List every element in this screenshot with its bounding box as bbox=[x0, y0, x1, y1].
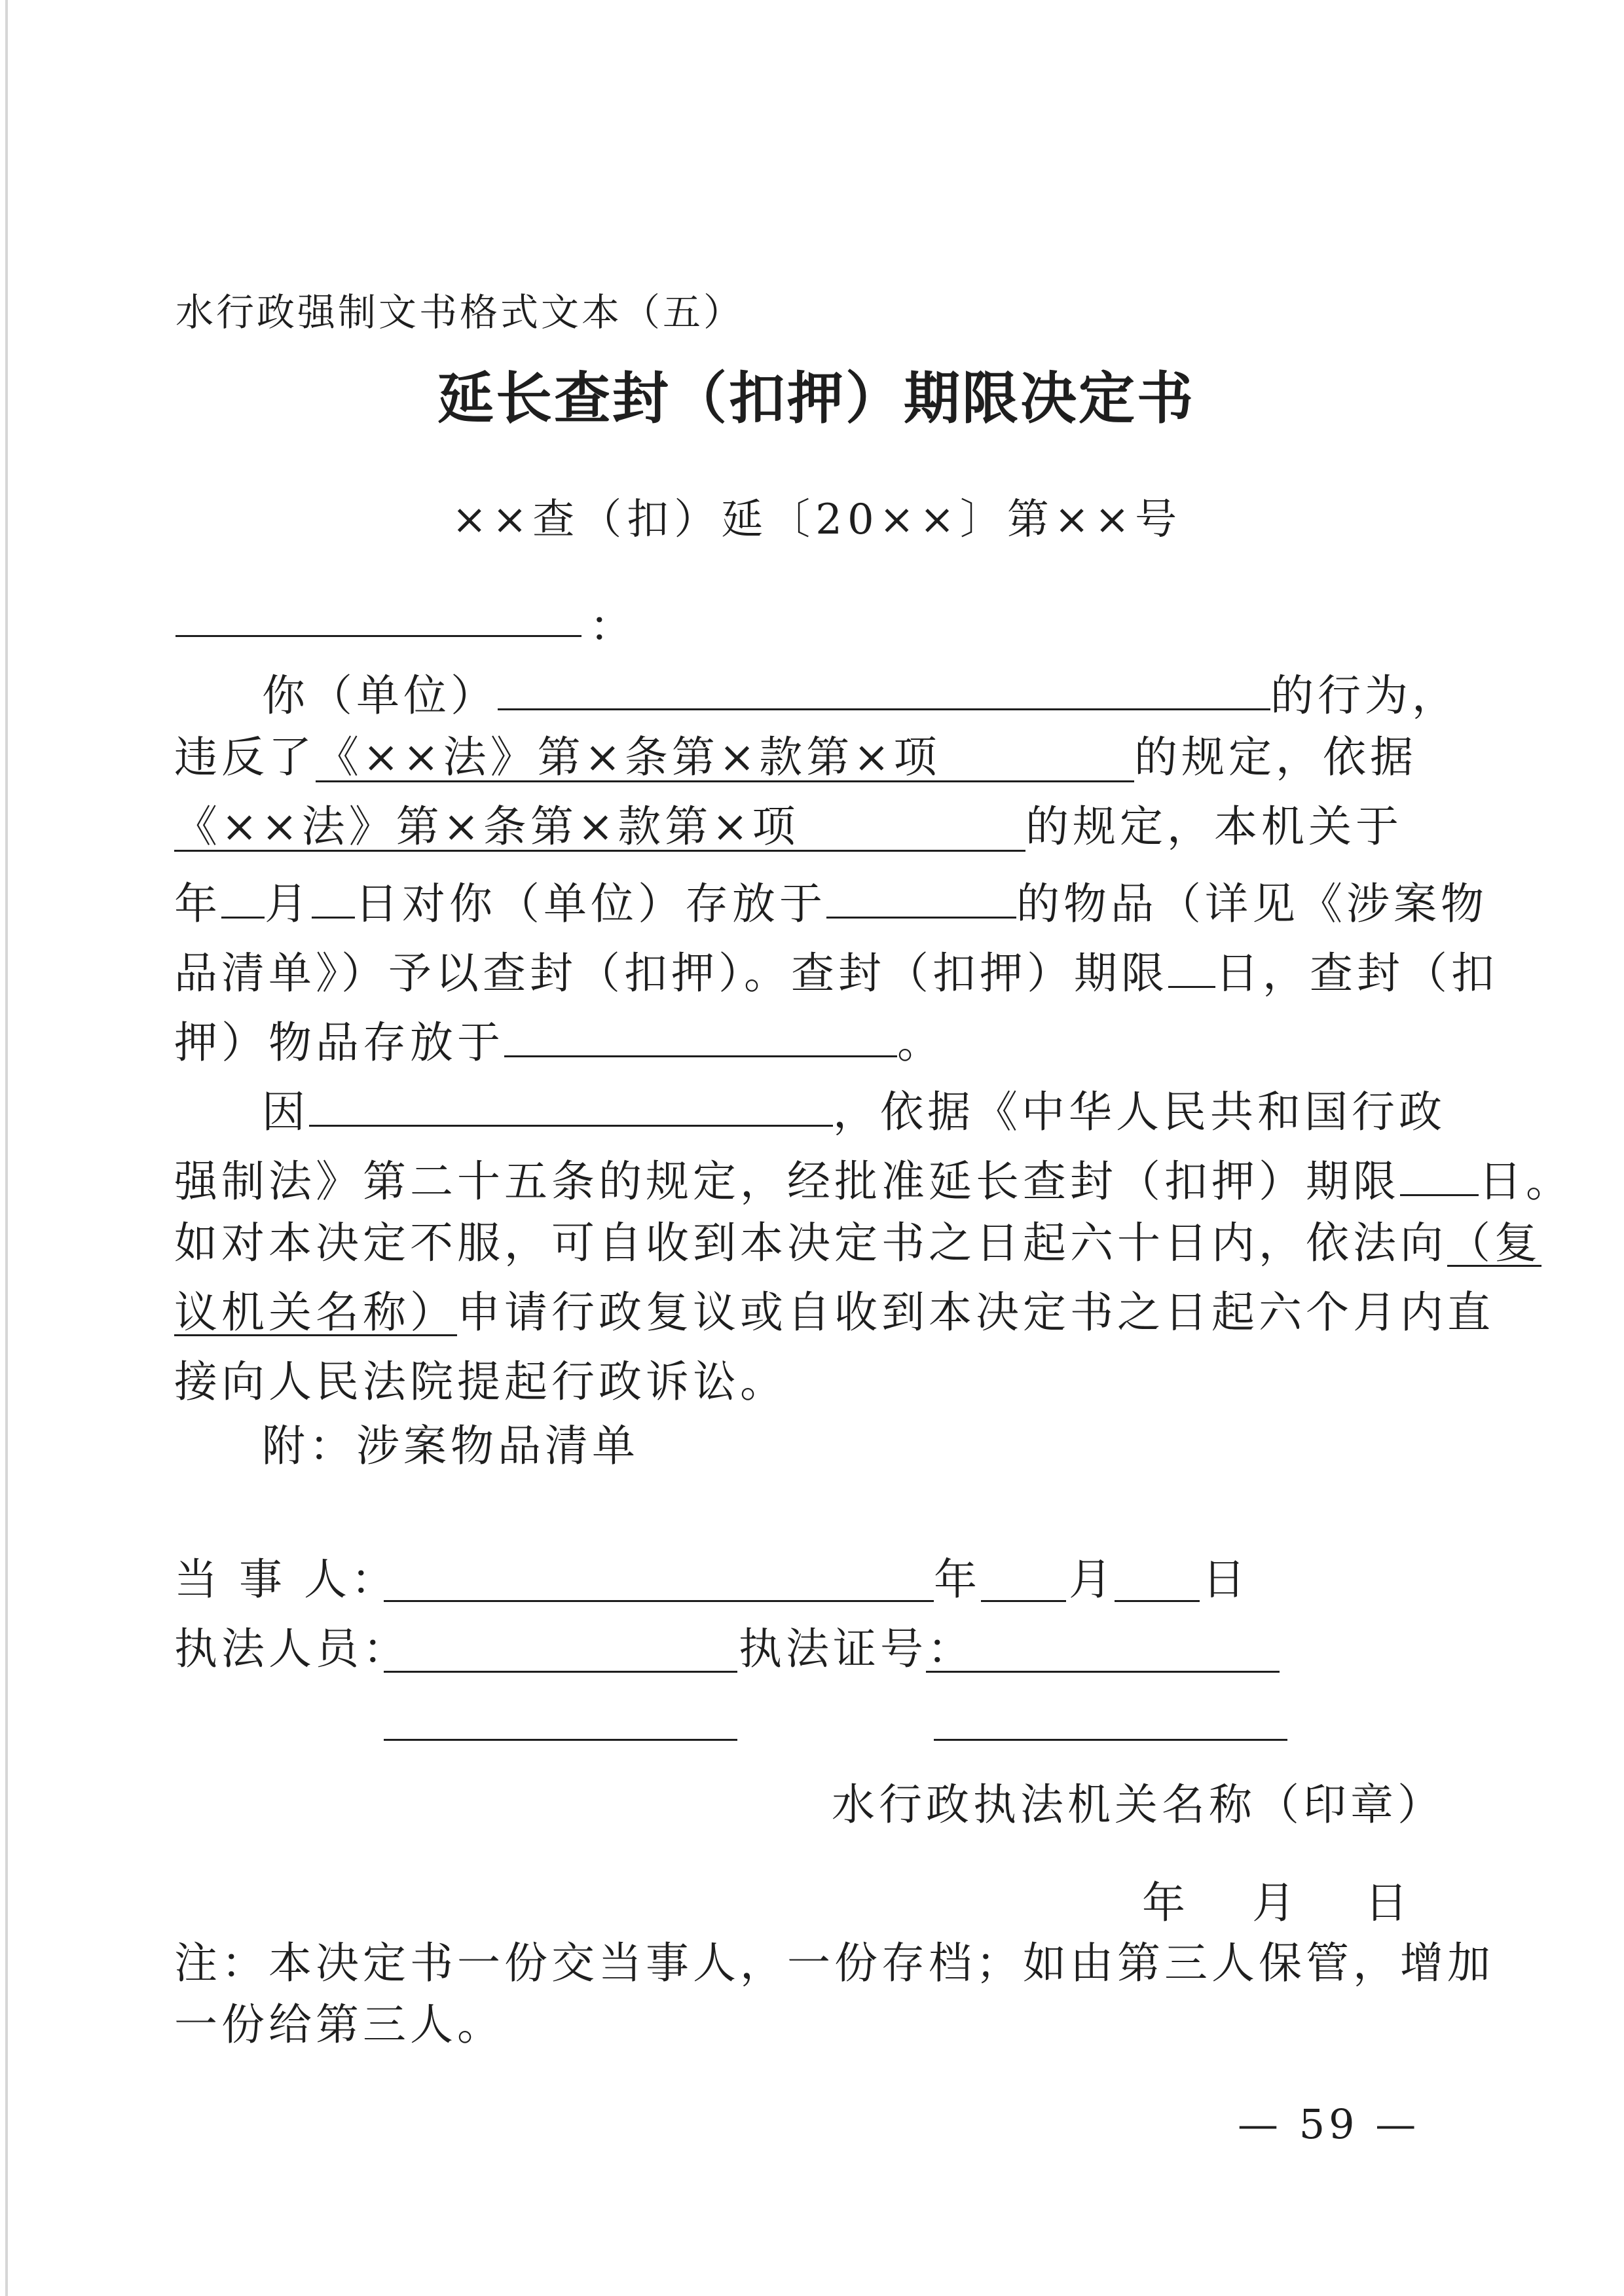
basis-law-text: 《××法》第×条第×款第×项 bbox=[174, 801, 800, 852]
party-month-line[interactable] bbox=[981, 1600, 1066, 1602]
page-number: — 59 — bbox=[1238, 2100, 1420, 2148]
para2-because: 因 bbox=[262, 1087, 309, 1137]
para1-violated: 违反了 bbox=[174, 732, 316, 782]
party-date-year: 年 bbox=[934, 1554, 981, 1605]
para1-line5 bbox=[174, 944, 1498, 998]
reason-blank[interactable] bbox=[309, 1083, 833, 1127]
storage-location-blank[interactable] bbox=[826, 875, 1016, 919]
page-edge-shadow bbox=[5, 0, 8, 2296]
behavior-blank[interactable] bbox=[498, 666, 1270, 710]
party-date-day: 日 bbox=[1202, 1554, 1249, 1605]
review-organ-part1[interactable]: （复 bbox=[1447, 1218, 1541, 1268]
para2-line1 bbox=[262, 1083, 1446, 1137]
date-month: 月 bbox=[1252, 1878, 1299, 1928]
para2-appeal: 如对本决定不服，可自收到本决定书之日起六十日内，依法向 bbox=[174, 1218, 1447, 1268]
para1-year: 年 bbox=[174, 879, 221, 929]
note-line1: 注：本决定书一份交当事人，一份存档；如由第三人保管，增加 bbox=[174, 1938, 1494, 1988]
para2-review-or-lawsuit: 申请行政复议或自收到本决定书之日起六个月内直 bbox=[457, 1287, 1494, 1338]
party-label: 当 事 人： bbox=[174, 1554, 398, 1605]
para1-period: 。 bbox=[897, 1017, 944, 1068]
para1-line3 bbox=[174, 801, 1403, 852]
para2-line5: 接向人民法院提起行政诉讼。 bbox=[174, 1357, 787, 1407]
date-day: 日 bbox=[1365, 1878, 1412, 1928]
para2-line2 bbox=[174, 1152, 1573, 1207]
form-caption: 水行政强制文书格式文本（五） bbox=[175, 290, 745, 335]
para1-line1 bbox=[262, 666, 1459, 721]
party-day-line[interactable] bbox=[1115, 1600, 1200, 1602]
para1-behavior-suffix: 的行为， bbox=[1270, 670, 1459, 721]
note-line2: 一份给第三人。 bbox=[174, 1999, 504, 2050]
document-number: ××查（扣）延〔20××〕第××号 bbox=[452, 496, 1183, 544]
para1-items-stored: 押）物品存放于 bbox=[174, 1017, 504, 1068]
basis-law-field[interactable] bbox=[174, 801, 1025, 852]
extension-days-blank[interactable] bbox=[1400, 1152, 1479, 1196]
violated-law-field[interactable] bbox=[316, 732, 1134, 782]
para1-days-seizure: 日，查封（扣 bbox=[1215, 948, 1498, 998]
attachment-note: 附：涉案物品清单 bbox=[262, 1421, 639, 1471]
party-signature-line[interactable] bbox=[384, 1600, 934, 1602]
certificate-number-line-1[interactable] bbox=[926, 1671, 1280, 1673]
certificate-number-line-2[interactable] bbox=[934, 1739, 1287, 1741]
officer-label: 执法人员： bbox=[174, 1624, 410, 1674]
para2-days: 日。 bbox=[1479, 1156, 1573, 1207]
para1-month: 月 bbox=[265, 879, 312, 929]
para2-extension: 强制法》第二十五条的规定，经批准延长查封（扣押）期限 bbox=[174, 1156, 1400, 1207]
seizure-days-blank[interactable] bbox=[1168, 944, 1215, 988]
para2-line3 bbox=[174, 1218, 1541, 1268]
items-location-blank[interactable] bbox=[504, 1013, 897, 1057]
para2-according: ，依据《中华人民共和国行政 bbox=[833, 1087, 1446, 1137]
para1-provision-agency: 的规定，本机关于 bbox=[1025, 801, 1403, 852]
party-date-month: 月 bbox=[1069, 1554, 1116, 1605]
violated-law-text: 《××法》第×条第×款第×项 bbox=[316, 732, 941, 782]
para1-seizure-period: 品清单》）予以查封（扣押）。查封（扣押）期限 bbox=[174, 948, 1168, 998]
officer-signature-line-1[interactable] bbox=[384, 1671, 737, 1673]
para1-line4 bbox=[174, 875, 1488, 929]
month-blank[interactable] bbox=[221, 875, 265, 919]
para1-you-unit: 你（单位） bbox=[262, 670, 498, 721]
para2-line4 bbox=[174, 1287, 1494, 1338]
para1-line6 bbox=[174, 1013, 944, 1068]
document-title: 延长查封（扣押）期限决定书 bbox=[437, 365, 1195, 431]
para1-stored-at: 日对你（单位）存放于 bbox=[355, 879, 826, 929]
addressee-blank[interactable] bbox=[175, 635, 581, 637]
day-blank[interactable] bbox=[312, 875, 355, 919]
officer-signature-line-2[interactable] bbox=[384, 1739, 737, 1741]
agency-seal: 水行政执法机关名称（印章） bbox=[832, 1779, 1445, 1830]
addressee-colon: ： bbox=[589, 601, 637, 651]
para1-items-detail: 的物品（详见《涉案物 bbox=[1016, 879, 1488, 929]
para1-line2 bbox=[174, 732, 1417, 782]
review-organ-part2[interactable]: 议机关名称） bbox=[174, 1287, 457, 1338]
para1-provision-according: 的规定，依据 bbox=[1134, 732, 1417, 782]
date-year: 年 bbox=[1142, 1878, 1189, 1928]
certificate-label: 执法证号： bbox=[739, 1624, 974, 1674]
